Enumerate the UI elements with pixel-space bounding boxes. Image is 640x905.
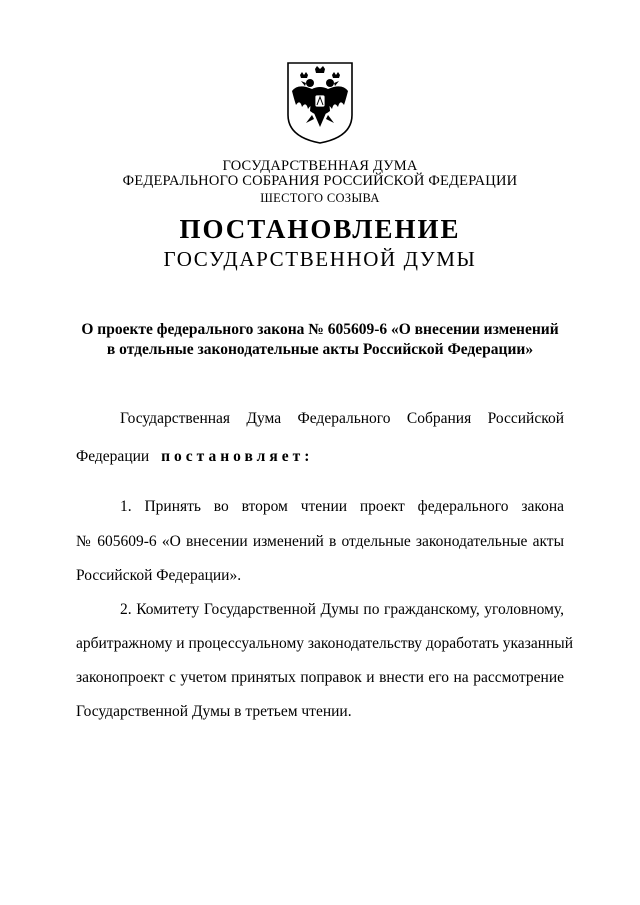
subject-line-2: в отдельные законодательные акты Российской Федерации» [106, 341, 534, 358]
convocation: ШЕСТОГО СОЗЫВА [260, 191, 380, 205]
preamble-federation: Федерации [76, 448, 150, 465]
parliament-assembly: ФЕДЕРАЛЬНОГО СОБРАНИЯ РОССИЙСКОЙ ФЕДЕРАЦИИ [122, 173, 518, 189]
preamble-line-1: Государственная Дума Федерального Собрания Российской [120, 410, 564, 427]
document-title: ПОСТАНОВЛЕНИЕ [179, 214, 461, 244]
resolves-word: постановляет: [161, 448, 314, 465]
subject-line-1: О проекте федерального закона № 605609-6 «О внесении изменений [81, 321, 559, 338]
parliament-name: ГОСУДАРСТВЕННАЯ ДУМА [222, 158, 418, 174]
preamble-line-2 [76, 448, 313, 466]
item2-line-4: Государственной Думы в третьем чтении. [76, 703, 352, 720]
item2-line-2: арбитражному и процессуальному законодательству доработать указанный [76, 635, 573, 652]
russian-coat-of-arms-icon [286, 61, 354, 145]
item2-line-1: 2. Комитету Государственной Думы по гражданскому, уголовному, [120, 601, 564, 618]
item1-line-1: 1. Принять во втором чтении проект федерального закона [120, 498, 564, 515]
item1-line-3: Российской Федерации». [76, 567, 242, 584]
item2-line-3: законопроект с учетом принятых поправок и внести его на рассмотрение [76, 669, 564, 686]
document-subtitle: ГОСУДАРСТВЕННОЙ ДУМЫ [163, 247, 477, 271]
item1-line-2: № 605609-6 «О внесении изменений в отдельные законодательные акты [76, 533, 564, 550]
